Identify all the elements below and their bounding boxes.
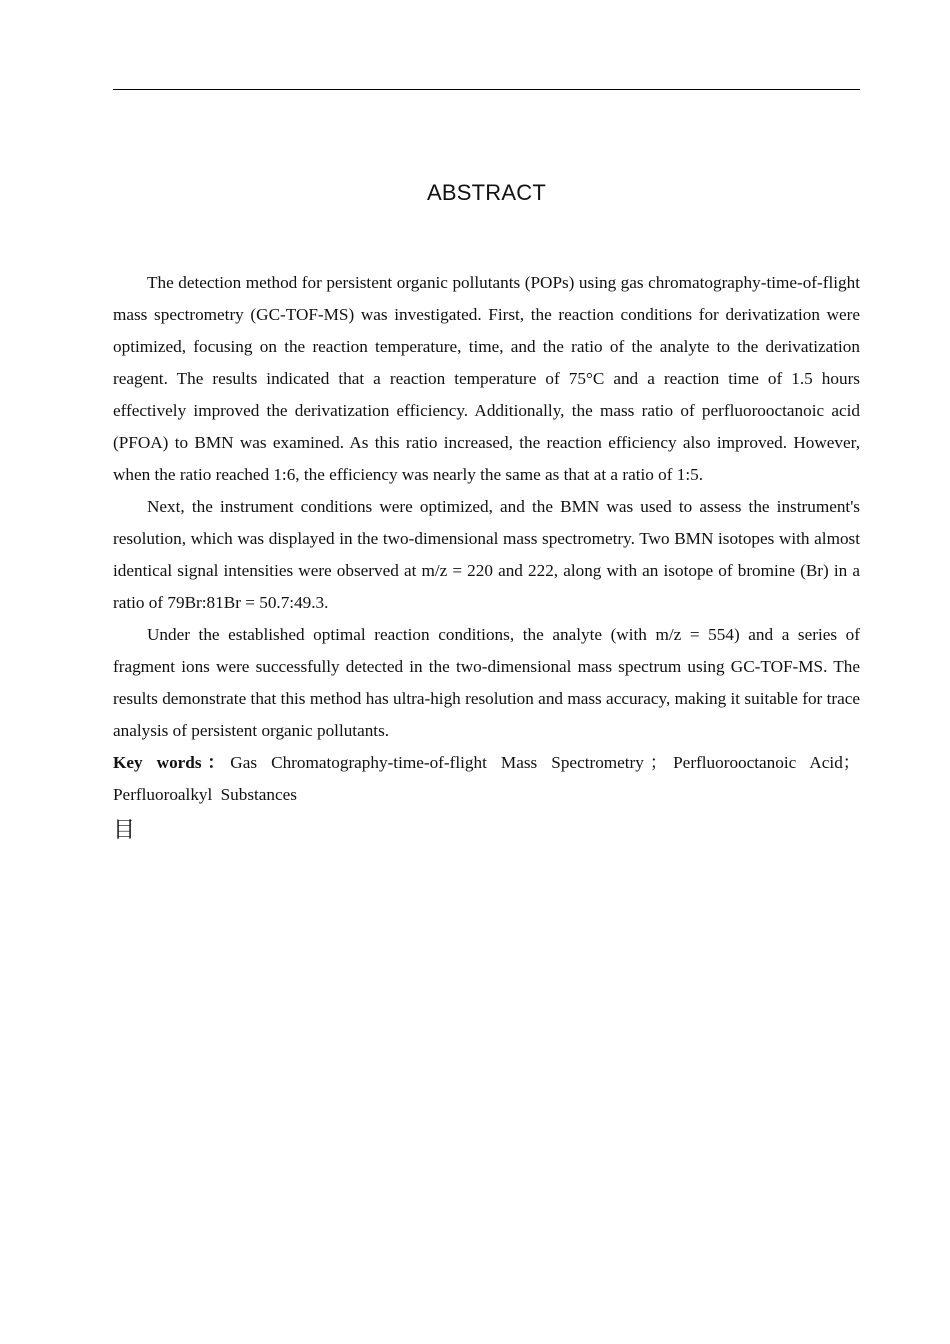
- abstract-title: ABSTRACT: [427, 180, 546, 205]
- keyword-separator: ；: [649, 753, 668, 772]
- abstract-paragraph-2: Next, the instrument conditions were optimized, and the BMN was used to assess the instrument's resolution, which was displayed in the two-dimensional mass spectrometry. Two BMN isotopes with almost identical signal intensities were observed at m/z = 220 and 222, along with an isotope of bromine (Br) in a ratio of 79Br:81Br = 50.7:49.3.: [113, 497, 860, 612]
- keyword-separator: ；: [842, 753, 860, 772]
- keyword-2: Perfluorooctanoic Acid: [673, 753, 843, 772]
- abstract-paragraph-3: Under the established optimal reaction conditions, the analyte (with m/z = 554) and a series of fragment ions were successfully detected in the two-dimensional mass spectrum using GC-TOF-MS. The results demonstrate that this method has ultra-high resolution and mass accuracy, making it suitable for trace analysis of persistent organic pollutants.: [113, 625, 860, 740]
- keyword-3: Perfluoroalkyl Substances: [113, 785, 297, 804]
- header-rule: [113, 89, 860, 90]
- toc-heading-fragment: 目: [113, 818, 136, 843]
- keywords-line: [113, 747, 860, 811]
- abstract-paragraph-1: The detection method for persistent organic pollutants (POPs) using gas chromatography-time-of-flight mass spectrometry (GC-TOF-MS) was investigated. First, the reaction conditions for derivatization were optimized, focusing on the reaction temperature, time, and the ratio of the analyte to the derivatization reagent. The results indicated that a reaction temperature of 75°C and a reaction time of 1.5 hours effectively improved the derivatization efficiency. Additionally, the mass ratio of perfluorooctanoic acid (PFOA) to BMN was examined. As this ratio increased, the reaction efficiency also improved. However, when the ratio reached 1:6, the efficiency was nearly the same as that at a ratio of 1:5.: [113, 273, 860, 484]
- keywords-label: Key words：: [113, 753, 231, 772]
- keyword-1: Gas Chromatography-time-of-flight Mass Spectrometry: [230, 753, 644, 772]
- abstract-body: [113, 267, 860, 847]
